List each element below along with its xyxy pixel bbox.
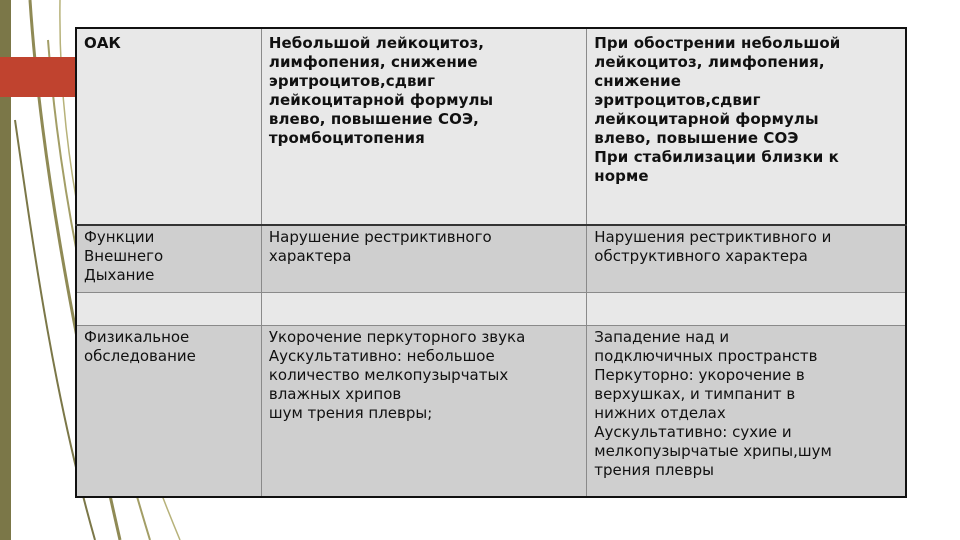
cell-text: ОАК xyxy=(84,34,121,52)
cell-text: тромбоцитопения xyxy=(268,129,425,147)
cell-text: количество мелкопузырчатых xyxy=(268,366,509,384)
table-cell xyxy=(587,225,906,293)
cell-text: обследование xyxy=(84,347,196,365)
cell-text: Нарушения рестриктивного и xyxy=(594,228,832,246)
cell-text: Внешнего xyxy=(84,247,164,265)
cell-text: Перкуторно: укорочение в xyxy=(594,366,805,384)
cell-text: Дыхание xyxy=(84,266,155,284)
table-cell xyxy=(261,293,586,326)
cell-text: Нарушение рестриктивного xyxy=(268,228,492,246)
cell-text: лимфопения, снижение xyxy=(268,53,478,71)
table-cell xyxy=(587,293,906,326)
table-cell xyxy=(76,225,261,293)
cell-text: Западение над и xyxy=(594,328,730,346)
cell-text: влажных хрипов xyxy=(268,385,402,403)
table-row-empty xyxy=(76,293,906,326)
cell-text: характера xyxy=(268,247,352,265)
cell-text: обструктивного характера xyxy=(594,247,808,265)
cell-text: трения плевры xyxy=(594,461,714,479)
table-cell xyxy=(587,326,906,498)
table-cell xyxy=(261,326,586,498)
cell-text: влево, повышение СОЭ, xyxy=(268,110,479,128)
table-cell xyxy=(587,28,906,225)
comparison-table xyxy=(75,27,907,498)
cell-text: лейкоцитоз, лимфопения, xyxy=(594,53,825,71)
cell-text: верхушках, и тимпанит в xyxy=(594,385,796,403)
cell-text: эритроцитов,сдвиг xyxy=(594,91,761,109)
cell-text: влево, повышение СОЭ xyxy=(594,129,799,147)
table-cell xyxy=(76,293,261,326)
cell-text: шум трения плевры; xyxy=(268,404,433,422)
cell-text: Небольшой лейкоцитоз, xyxy=(268,34,485,52)
table-cell xyxy=(76,28,261,225)
table-row-respiratory-function xyxy=(76,225,906,293)
cell-text: снижение xyxy=(594,72,681,90)
cell-text: При стабилизации близки к xyxy=(594,148,839,166)
decorative-red-tab xyxy=(0,57,75,97)
table-cell xyxy=(261,225,586,293)
cell-text: Аускультативно: сухие и xyxy=(594,423,792,441)
cell-text: норме xyxy=(594,167,649,185)
cell-text: лейкоцитарной формулы xyxy=(594,110,819,128)
cell-text: мелкопузырчатые хрипы,шум xyxy=(594,442,832,460)
cell-text: эритроцитов,сдвиг xyxy=(268,72,436,90)
cell-text: Физикальное xyxy=(84,328,190,346)
table-cell xyxy=(76,326,261,498)
cell-text: Укорочение перкуторного звука xyxy=(268,328,526,346)
table-row-oak xyxy=(76,28,906,225)
cell-text: При обострении небольшой xyxy=(594,34,841,52)
cell-text: лейкоцитарной формулы xyxy=(268,91,494,109)
table-cell xyxy=(261,28,586,225)
cell-text: Аускультативно: небольшое xyxy=(268,347,495,365)
table-row-physical-exam xyxy=(76,326,906,498)
cell-text: нижних отделах xyxy=(594,404,726,422)
cell-text: Функции xyxy=(84,228,155,246)
cell-text: подключичных пространств xyxy=(594,347,818,365)
